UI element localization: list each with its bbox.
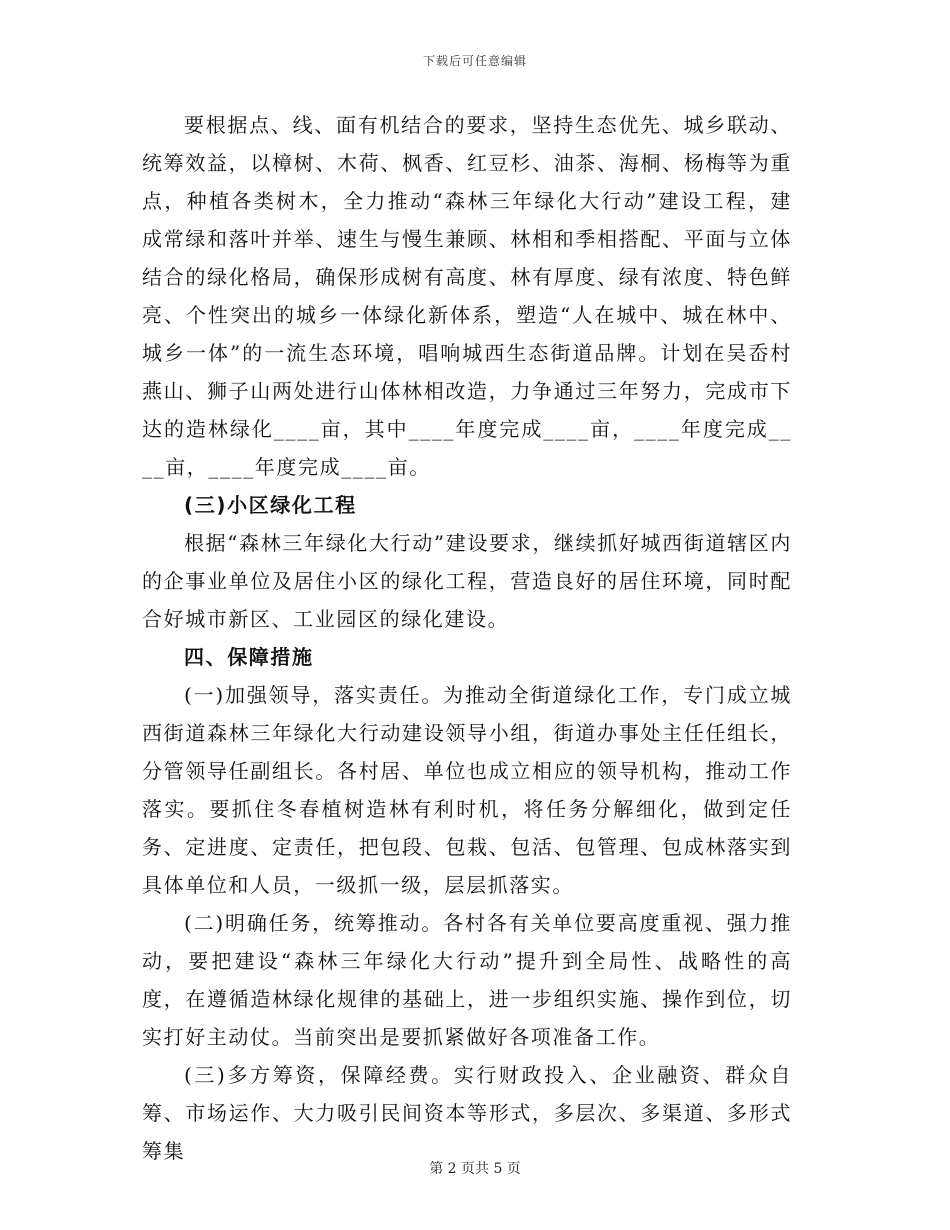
section-heading-safeguards: 四、保障措施 [184, 645, 314, 669]
section-heading-community-greening: (三)小区绿化工程 [184, 493, 357, 517]
paragraph-greening-plan: 要根据点、线、面有机结合的要求，坚持生态优先、城乡联动、统筹效益，以樟树、木荷、枫香、红豆杉、油茶、海桐、杨梅等为重点，种植各类树木，全力推动“森林三年绿化大行动”建设工程，建成常绿和落叶并举、速生与慢生兼顾、林相和季相搭配、平面与立体结合的绿化格局，确保形成树有高度、林有厚度、绿有浓度、特色鲜亮、个性突出的城乡一体绿化新体系，塑造“人在城中、城在林中、城乡一体”的一流生态环境，唱响城西生态街道品牌。计划在吴岙村燕山、狮子山两处进行山体林相改造，力争通过三年努力，完成市下达的造林绿化____亩，其中____年度完成____亩，____年度完成____亩，____年度完成____亩。 [142, 113, 792, 479]
paragraph-funding: (三)多方筹资，保障经费。实行财政投入、企业融资、群众自筹、市场运作、大力吸引民间资本等形式，多层次、多渠道、多形式筹集 [142, 1063, 792, 1163]
paragraph-tasks: (二)明确任务，统筹推动。各村各有关单位要高度重视、强力推动，要把建设“森林三年绿化大行动”提升到全局性、战略性的高度，在遵循造林绿化规律的基础上，进一步组织实施、操作到位，切实打好主动仗。当前突出是要抓紧做好各项准备工作。 [142, 911, 792, 1049]
page-number: 第 2 页共 5 页 [429, 1161, 521, 1177]
paragraph-leadership: (一)加强领导，落实责任。为推动全街道绿化工作，专门成立城西街道森林三年绿化大行动建设领导小组，街道办事处主任任组长，分管领导任副组长。各村居、单位也成立相应的领导机构，推动工作落实。要抓住冬春植树造林有利时机，将任务分解细化，做到定任务、定进度、定责任，把包段、包栽、包活、包管理、包成林落实到具体单位和人员，一级抓一级，层层抓落实。 [142, 683, 792, 897]
paragraph-community-greening: 根据“森林三年绿化大行动”建设要求，继续抓好城西街道辖区内的企事业单位及居住小区的绿化工程，营造良好的居住环境，同时配合好城市新区、工业园区的绿化建设。 [142, 531, 792, 631]
document-body [142, 106, 792, 1170]
page-header-note: 下载后可任意编辑 [422, 54, 527, 68]
